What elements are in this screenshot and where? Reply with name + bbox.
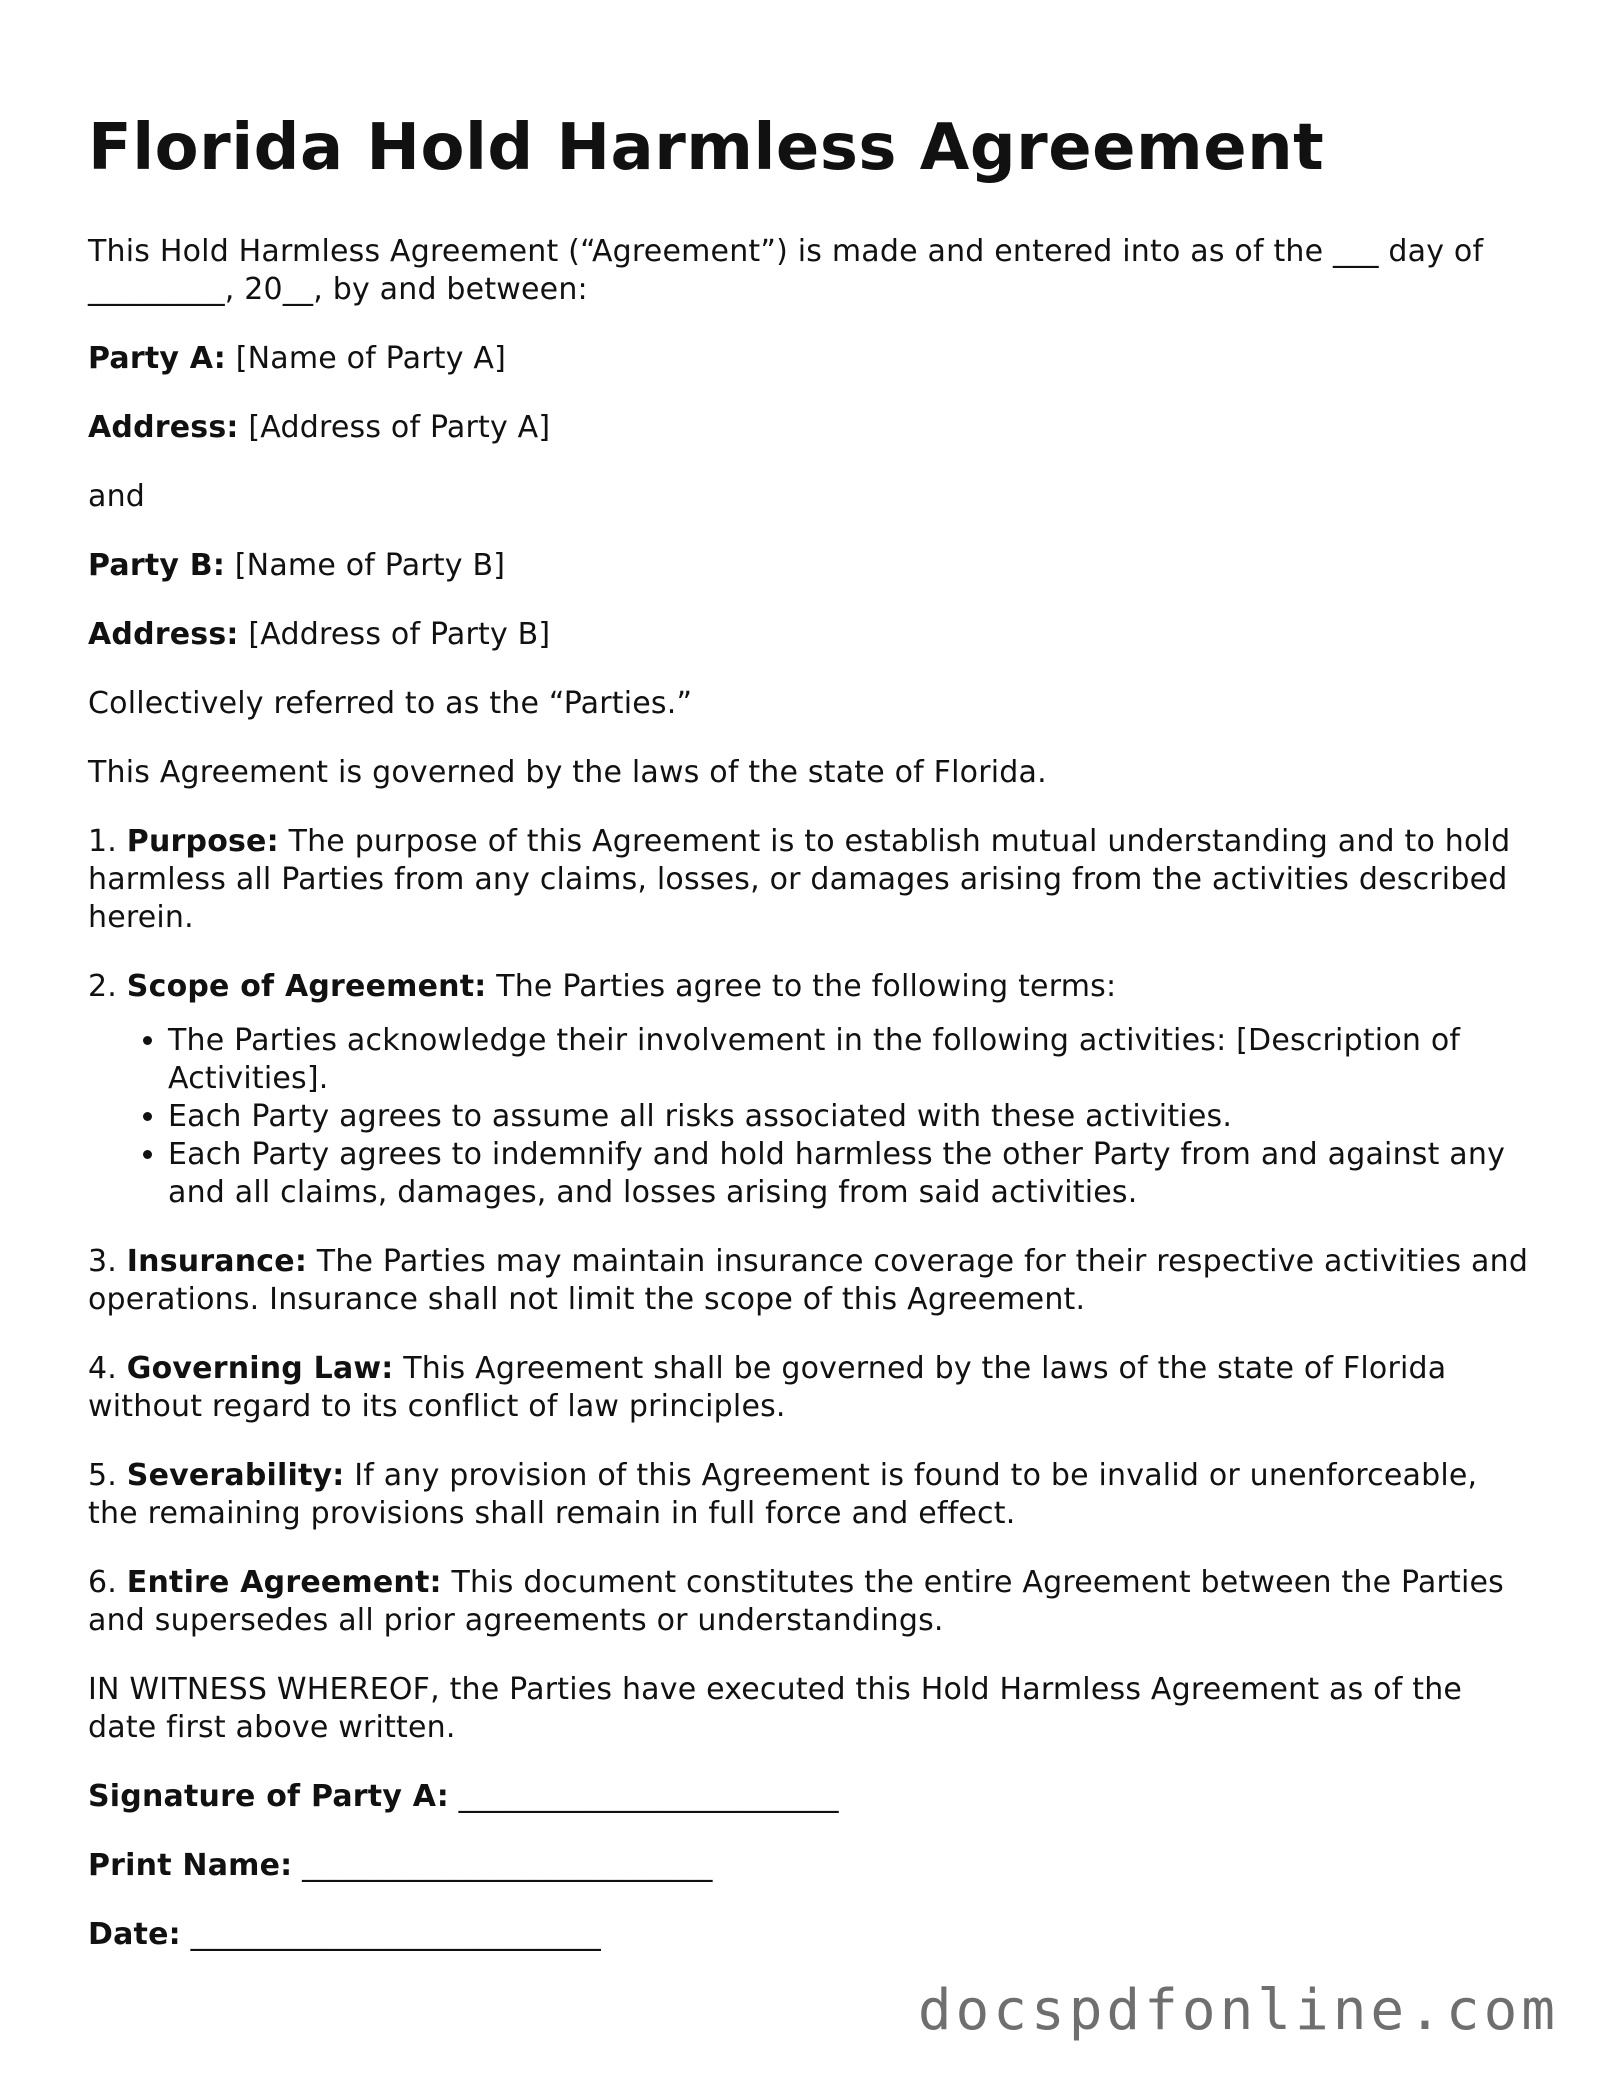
section-number: 3. [88,1244,118,1279]
section-scope [88,968,1529,1006]
party-b-address-value: [Address of Party B] [248,617,551,652]
section-heading: Purpose: [126,824,279,859]
section-insurance [88,1243,1529,1319]
scope-bullet-list [88,1022,1529,1212]
collective-statement: Collectively referred to as the “Parties.” [88,686,693,721]
section-entire-agreement [88,1564,1529,1640]
section-number: 4. [88,1351,118,1386]
signature-field[interactable]: _________________________ [458,1779,839,1814]
party-b-name-value: [Name of Party B] [234,548,506,583]
witness-statement: IN WITNESS WHEREOF, the Parties have executed this Hold Harmless Agreement as of the date first above written. [88,1672,1463,1745]
section-heading: Scope of Agreement: [126,969,487,1004]
party-a-name-value: [Name of Party A] [235,341,507,376]
party-b-address-line [88,616,1529,654]
list-item: • Each Party agrees to indemnify and hold harmless the other Party from and against any and all claims, damages, and losses arising from said activities. [168,1136,1529,1212]
section-purpose [88,823,1529,937]
section-governing-law [88,1350,1529,1426]
section-text: The Parties agree to the following terms: [496,969,1117,1004]
party-a-address-line [88,409,1529,447]
section-number: 5. [88,1458,118,1493]
date-label: Date: [88,1917,181,1952]
section-heading: Governing Law: [126,1351,394,1386]
section-severability [88,1457,1529,1533]
section-number: 6. [88,1565,118,1600]
watermark: docspdfonline.com [917,1978,1559,2043]
party-b-name-label: Party B: [88,548,226,583]
party-a-address-label: Address: [88,410,239,445]
connector-and: and [88,479,146,514]
party-b-name-line [88,547,1529,585]
section-text: This document constitutes the entire Agreement between the Parties and supersedes all prior agreements or understandings. [88,1565,1505,1638]
document-title: Florida Hold Harmless Agreement [88,111,1325,185]
list-item: • The Parties acknowledge their involvement in the following activities: [Description of Activities]. [168,1022,1529,1098]
signature-label: Signature of Party A: [88,1779,449,1814]
signature-line [88,1778,1529,1816]
party-b-address-label: Address: [88,617,239,652]
party-a-address-value: [Address of Party A] [248,410,551,445]
section-number: 2. [88,969,118,1004]
print-name-field[interactable]: ___________________________ [302,1848,713,1883]
section-number: 1. [88,824,118,859]
section-text: The Parties may maintain insurance coverage for their respective activities and operations. Insurance shall not limit the scope of this Agreement. [88,1244,1529,1317]
section-heading: Insurance: [126,1244,308,1279]
section-text: This Agreement shall be governed by the laws of the state of Florida without regard to its conflict of law principles. [88,1351,1447,1424]
section-text: If any provision of this Agreement is found to be invalid or unenforceable, the remaining provisions shall remain in full force and effect. [88,1458,1478,1531]
section-heading: Severability: [126,1458,345,1493]
print-name-label: Print Name: [88,1848,293,1883]
party-a-name-line [88,340,1529,378]
party-a-name-label: Party A: [88,341,226,376]
print-name-line [88,1847,1529,1885]
date-line [88,1916,1529,1954]
intro-paragraph: This Hold Harmless Agreement (“Agreement”) is made and entered into as of the ___ day of _________, 20__, by and between: [88,234,1484,307]
list-item: • Each Party agrees to assume all risks associated with these activities. [168,1098,1529,1136]
section-heading: Entire Agreement: [126,1565,442,1600]
governed-statement: This Agreement is governed by the laws of the state of Florida. [88,755,1047,790]
section-text: The purpose of this Agreement is to establish mutual understanding and to hold harmless all Parties from any claims, losses, or damages arising from the activities described herein. [88,824,1511,935]
date-field[interactable]: ___________________________ [190,1917,601,1952]
